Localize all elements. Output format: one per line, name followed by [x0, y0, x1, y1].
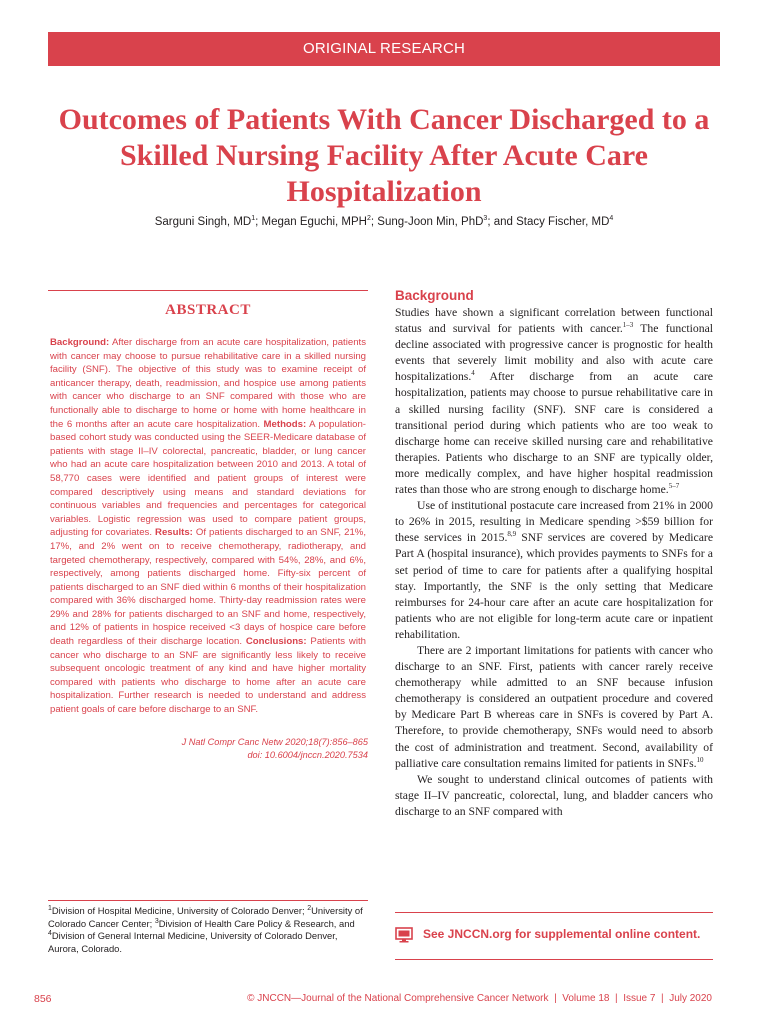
author-affiliation-marker: 4	[609, 215, 614, 223]
author-list: Sarguni Singh, $MD^1$; Megan Eguchi, MPH$^2$; Sung-Joon Min, PhD$^3$; and Stacy Fischer, $MD^4$	[154, 215, 614, 228]
footer-item: © JNCCN—Journal of the National Comprehensive Cancer Network	[247, 993, 549, 1004]
citation-reference[interactable]: 10	[696, 755, 704, 764]
abstract-section-text: Of patients discharged to an SNF, 21%, 17%, and 2% went on to receive chemotherapy, radiotherapy, and targeted chemotherapy, respectively, compared with 54%, 28%, and 6%, respectively, among patients discharged home. Fifty-six percent of patients discharged to an SNF died within 6 months of their hospitalization compared with 36% discharged home. Thirty-day readmission rates were 29% and 28% for patients discharged to an SNF and home, respectively, and 12% of patients in hospice received <3 days of hospice care before death regardless of their discharge location.	[50, 527, 366, 648]
affiliation-marker: 2	[307, 904, 312, 912]
abstract-section-label: Conclusions:	[245, 636, 307, 648]
footer-separator: |	[609, 993, 624, 1004]
author-name: and Stacy Fischer, MD	[493, 216, 610, 228]
affiliation-marker: 3	[154, 917, 159, 925]
citation-reference[interactable]: 4	[471, 369, 475, 378]
body-paragraph-3: There are 2 important limitations for patients with cancer who discharge to an SNF. First, patients with cancer rarely receive chemotherapy while admitted to an SNF because infusion chemotherapy is considered an outpatient procedure and covered by Medicare Part B whereas care in SNFs is covered by Part A. Therefore, to provide chemotherapy, SNFs would need to absorb the cost of administration and treatment. Second, availability of palliative care consultation remains limited for patients in SNFs.$^{10}$	[395, 643, 713, 770]
citation-reference[interactable]: 5–7	[668, 482, 680, 491]
background-heading: Background	[395, 288, 474, 303]
abstract-section-label: Background:	[50, 337, 110, 348]
footer-item: Volume 18	[562, 993, 610, 1004]
footer-separator: |	[548, 993, 563, 1004]
section-banner: ORIGINAL RESEARCH	[48, 32, 720, 66]
citation-reference[interactable]: 1–3	[622, 321, 634, 330]
affiliation-marker: 4	[48, 929, 52, 937]
author-affiliation-marker: 3	[483, 215, 488, 223]
affiliation-marker: 1	[48, 904, 52, 912]
supplemental-link[interactable]: See JNCCN.org for supplemental online content.	[423, 927, 701, 941]
body-paragraph-1: Studies have shown a significant correlation between functional status and survival for patients with cancer.$^{1-3}$ The functional decline associated with progressive cancer is prognostic for health events that severely limit mobility and also with acute care hospitalizations.$^4$ After discharge from an acute care hospitalization, patients may choose to pursue rehabilitative care in a skilled nursing facility (SNF). SNF care is considered a transitional period during which patients who are too weak to discharge home can receive skilled nursing care and rehabilitative therapies. Patients who discharge to an SNF are typically older, more medically complex, and have higher hospital readmission rates than those who are strong enough to discharge home.$^{5-7}$	[395, 306, 714, 497]
author-affiliation-marker: 1	[251, 215, 256, 223]
citation-doi[interactable]: doi: 10.6004/jnccn.2020.7534	[247, 750, 368, 760]
affiliation-text: Division of Health Care Policy & Research, and	[158, 917, 355, 929]
affiliation-divider	[48, 900, 368, 901]
abstract-divider	[48, 290, 368, 291]
footer-journal	[247, 993, 712, 1004]
monitor-icon	[395, 927, 413, 943]
footer-separator: |	[655, 993, 670, 1004]
article-title: Outcomes of Patients With Cancer Discharged to a Skilled Nursing Facility After Acute Care Hospitalization	[58, 103, 710, 208]
abstract-section-label: Results:	[155, 527, 193, 539]
citation-journal: J Natl Compr Canc Netw 2020;18(7):856–865	[181, 737, 368, 747]
page-number: 856	[34, 993, 52, 1005]
affiliation-text: Division of General Internal Medicine, University of Colorado Denver, Aurora, Colorado.	[48, 930, 338, 954]
body-paragraph-4: We sought to understand clinical outcomes of patients with stage II–IV pancreatic, colorectal, lung, and bladder cancers who discharge to an SNF compared with	[395, 772, 713, 818]
abstract-heading: ABSTRACT	[165, 302, 251, 318]
affiliation-text: University of Colorado Cancer Center;	[48, 905, 363, 929]
abstract-body	[50, 336, 366, 717]
author-name: Sung-Joon Min, PhD	[377, 216, 484, 228]
supplemental-callout[interactable]	[395, 912, 713, 960]
abstract-section-label: Methods:	[263, 418, 307, 430]
citation	[48, 736, 368, 762]
abstract-section-text: Patients with cancer who discharge to an SNF are significantly less likely to receive subsequent oncologic treatment of any kind and have higher mortality compared with patients who discharge to home after an acute care hospitalization. Further research is needed to understand and address patient goals of care before discharge to an SNF.	[50, 636, 366, 716]
body-paragraph-2: Use of institutional postacute care increased from 21% in 2000 to 26% in 2015, resulting in Medicare spending >$59 billion for these services in 2015.$^{8,9}$ SNF services are covered by Medicare Part A (hospital insurance), which provides payments to SNFs for a set period of time to care for patients after a qualifying hospital stay. Importantly, the SNF is the only setting that Medicare reimburses for 24-hour care after an acute care hospitalization for patients who are not eligible for long-term acute care or inpatient rehabilitation.	[395, 499, 714, 641]
footer-item: July 2020	[669, 993, 712, 1004]
abstract-section-text: A population-based cohort study was conducted using the SEER-Medicare database of patients with stage II–IV colorectal, pancreatic, bladder, or lung cancer who had an acute care hospitalization between 2010 and 2013. A total of 58,770 cases were identified and patient groups of interest were compared descriptively using means and standard deviations for continuous variables and frequencies and percentages for categorical variables. Logistic regression was used to compare patient groups, adjusting for covariates.	[50, 418, 366, 539]
affiliations	[48, 905, 368, 955]
affiliation-text: Division of Hospital Medicine, University of Colorado Denver;	[51, 905, 308, 916]
abstract-section-text: After discharge from an acute care hospitalization, patients with cancer may choose to pursue rehabilitative care in a skilled nursing facility (SNF). The objective of this study was to examine receipt of anticancer therapy, death, readmission, and hospice use among patients with cancer who discharge to an SNF compared with those who are functionally able to discharge to home or home with home healthcare in the 6 months after an acute care hospitalization.	[50, 337, 366, 430]
citation-reference[interactable]: 8,9	[507, 530, 517, 539]
body-column	[395, 288, 713, 820]
author-name: Megan Eguchi, MPH	[261, 216, 367, 228]
author-affiliation-marker: 2	[366, 215, 371, 223]
author-name: Sarguni Singh, MD	[154, 216, 252, 228]
footer-item: Issue 7	[623, 993, 656, 1004]
